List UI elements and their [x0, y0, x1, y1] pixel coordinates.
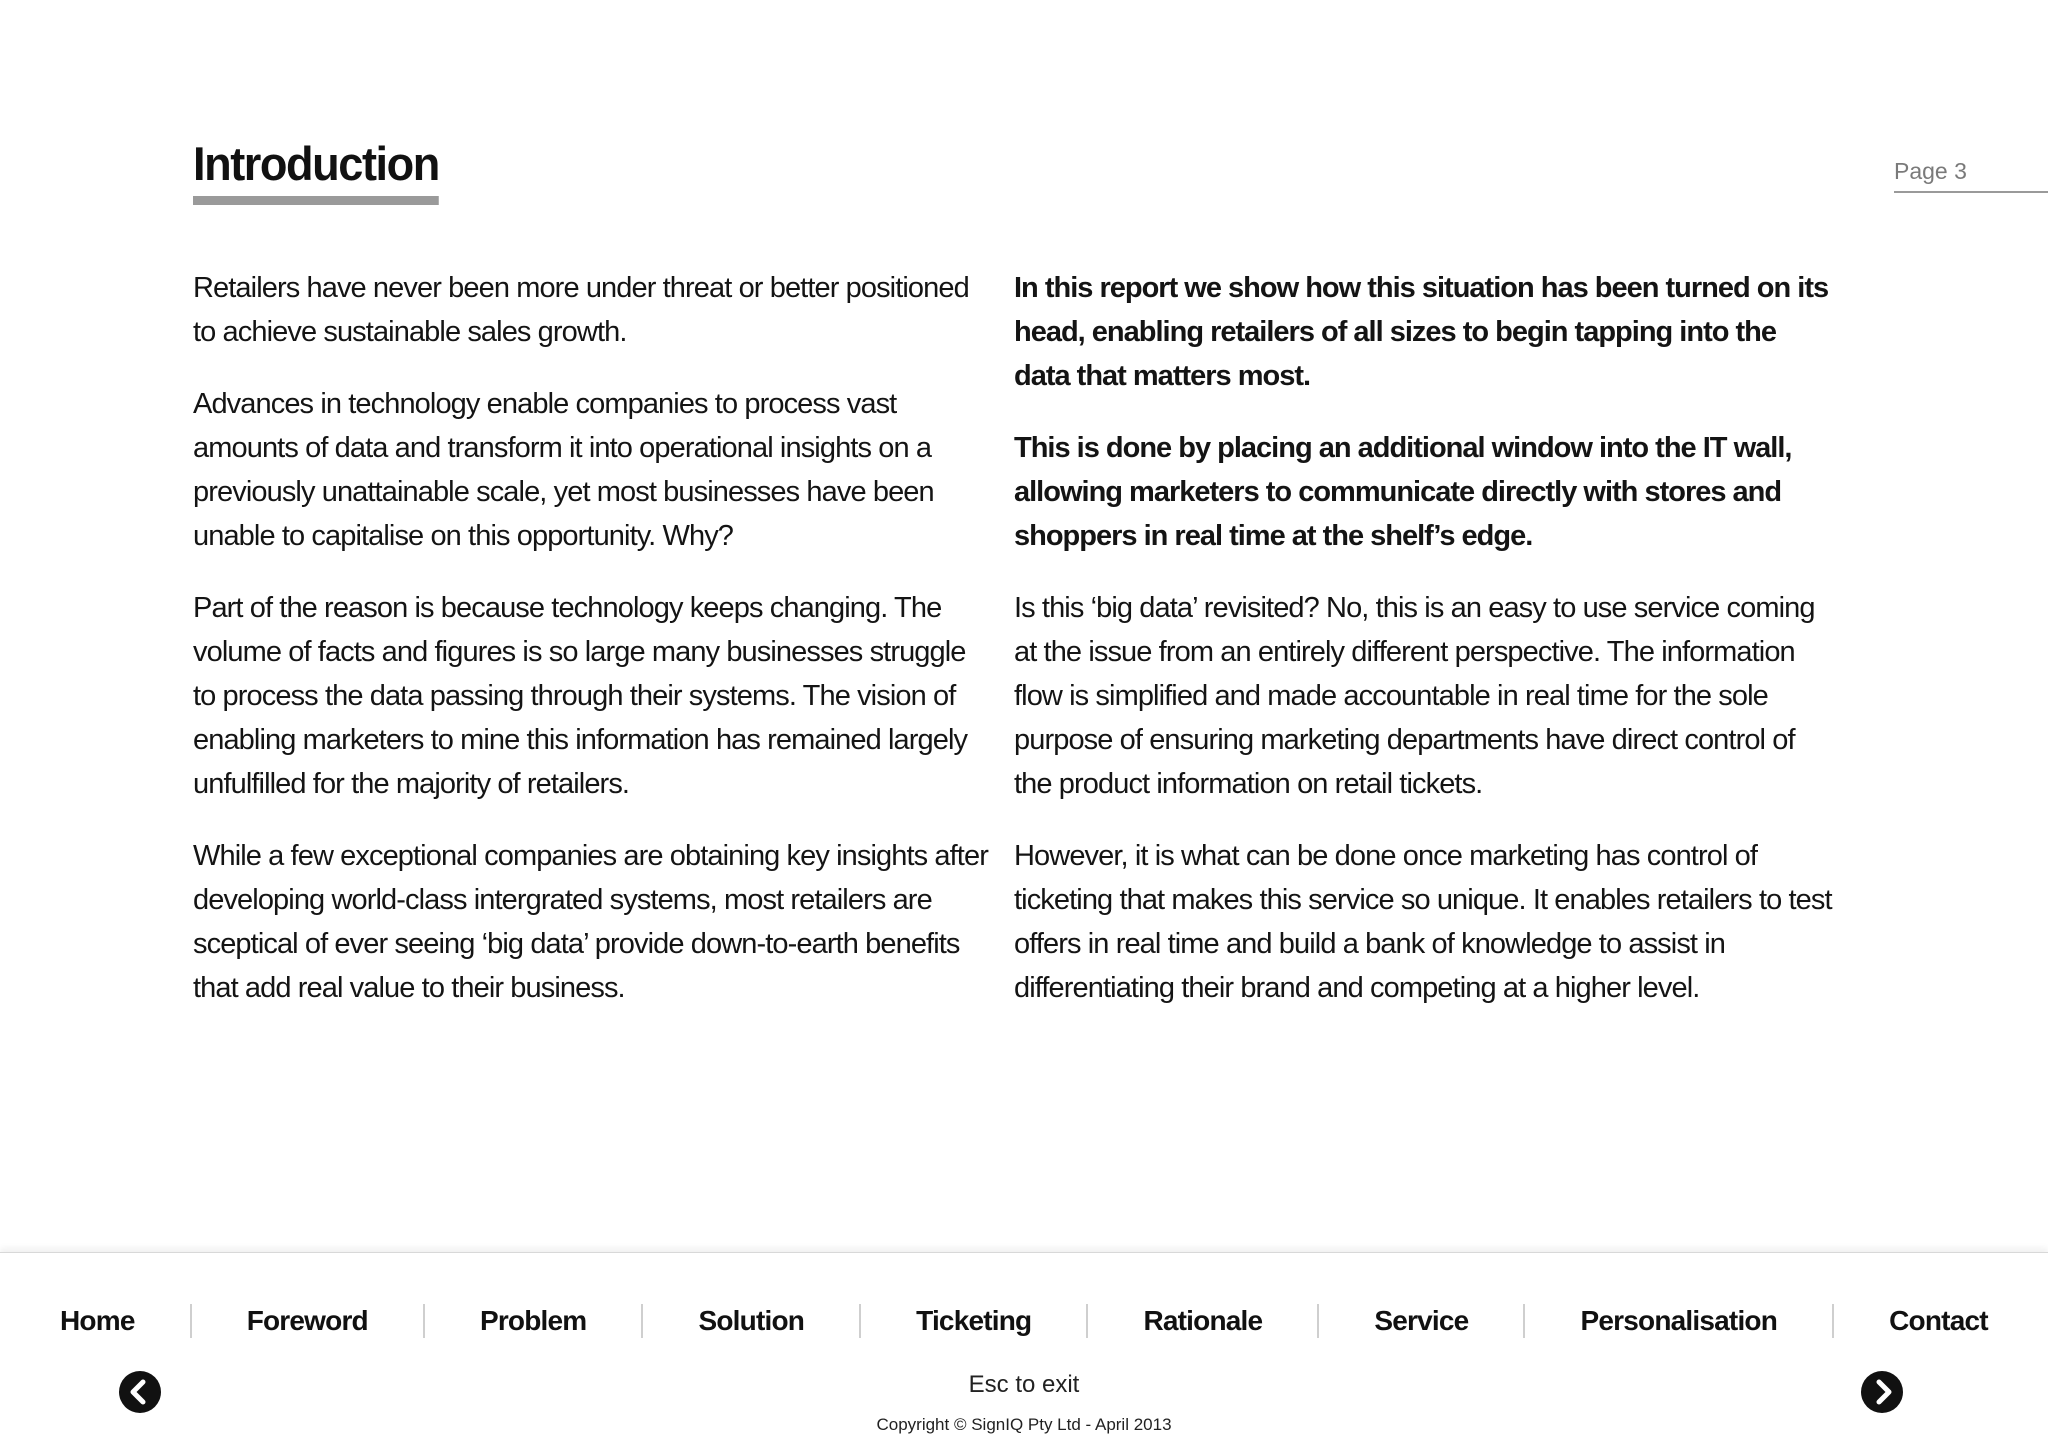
nav-rationale[interactable]: Rationale — [1143, 1305, 1263, 1336]
nav-home[interactable]: Home — [60, 1305, 135, 1336]
paragraph: Is this ‘big data’ revisited? No, this is an easy to use service coming at the issue from an entirely different perspective. The information flow is simplified and made accountable in real time for the sole purpose of ensuring marketing departments have direct control of the product information on retail tickets. — [1014, 592, 1815, 800]
paragraph: Part of the reason is because technology keeps changing. The volume of facts and figures is so large many businesses struggle to process the data passing through their systems. The vision of enabling marketers to mine this information has remained largely unfulfilled for the majority of retailers. — [193, 592, 968, 800]
page-number: Page 3 — [1894, 158, 2048, 193]
nav-divider — [423, 1304, 425, 1338]
footer-nav — [60, 1297, 1988, 1345]
paragraph: Retailers have never been more under threat or better positioned to achieve sustainable sales growth. — [193, 272, 969, 348]
highlight-paragraph: In this report we show how this situation has been turned on its head, enabling retailers of all sizes to begin tapping into the data that matters most. — [1014, 272, 1829, 392]
nav-problem[interactable]: Problem — [479, 1305, 587, 1336]
paragraph: However, it is what can be done once marketing has control of ticketing that makes this service so unique. It enables retailers to test offers in real time and build a bank of knowledge to assist in differentiating their brand and competing at a higher level. — [1014, 840, 1832, 1004]
page-title: Introduction — [193, 138, 439, 205]
footer — [0, 1252, 2048, 1449]
nav-service[interactable]: Service — [1374, 1305, 1469, 1336]
chevron-right-circle-icon[interactable] — [1861, 1371, 1903, 1413]
copyright: Copyright © SignIQ Pty Ltd - April 2013 — [876, 1415, 1172, 1434]
esc-to-exit[interactable]: Esc to exit — [968, 1371, 1080, 1398]
right-column — [1014, 266, 1834, 1038]
nav-ticketing[interactable]: Ticketing — [916, 1305, 1032, 1336]
left-column — [193, 266, 993, 1038]
nav-personalisation[interactable]: Personalisation — [1580, 1305, 1778, 1336]
highlight-paragraph: This is done by placing an additional window into the IT wall, allowing marketers to communicate directly with stores and shoppers in real time at the shelf’s edge. — [1014, 432, 1792, 552]
nav-divider — [1317, 1304, 1319, 1338]
nav-divider — [859, 1304, 861, 1338]
nav-divider — [1832, 1304, 1834, 1338]
nav-contact[interactable]: Contact — [1889, 1305, 1988, 1336]
nav-divider — [1523, 1304, 1525, 1338]
paragraph: While a few exceptional companies are obtaining key insights after developing world-class intergrated systems, most retailers are sceptical of ever seeing ‘big data’ provide down-to-earth benefits that add real value to their business. — [193, 840, 988, 1004]
nav-solution[interactable]: Solution — [698, 1305, 805, 1336]
paragraph: Advances in technology enable companies to process vast amounts of data and transform it into operational insights on a previously unattainable scale, yet most businesses have been unable to capitalise on this opportunity. Why? — [193, 388, 934, 552]
nav-divider — [641, 1304, 643, 1338]
nav-divider — [190, 1304, 192, 1338]
nav-divider — [1086, 1304, 1088, 1338]
title-block — [193, 138, 449, 205]
nav-foreword[interactable]: Foreword — [246, 1305, 368, 1336]
